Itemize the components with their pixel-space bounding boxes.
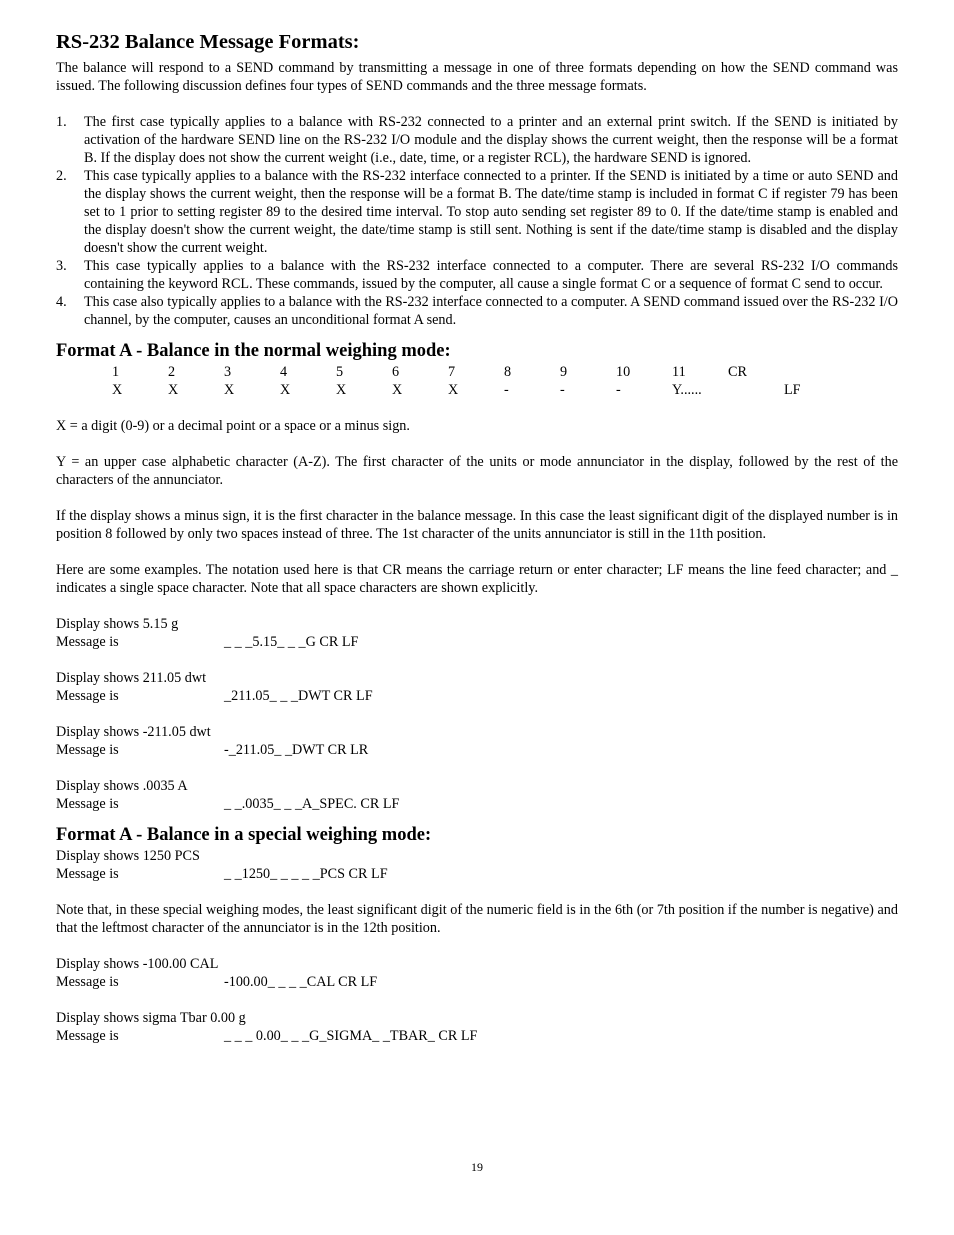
example-block [56,669,898,705]
example-message: _ _.0035_ _ _A_SPEC. CR LF [224,796,400,812]
character-row: X X X X X X X - - - Y...... LF [112,382,801,398]
example-display: Display shows 1250 PCS [56,848,200,864]
page-number: 19 [471,1160,483,1174]
message-label: Message is [56,742,119,758]
example-block [56,847,898,883]
example-message: _ _ _ 0.00_ _ _G_SIGMA_ _TBAR_ CR LF [224,1028,478,1044]
example-display: Display shows 5.15 g [56,616,179,632]
example-message: _ _1250_ _ _ _ _PCS CR LF [224,866,388,882]
example-display: Display shows -211.05 dwt [56,724,211,740]
example-block [56,615,898,651]
example-block [56,723,898,759]
special-mode-note: Note that, in these special weighing modes, the least significant digit of the numeric field is in the 6th (or 7th position if the number is negative) and that the leftmost character of the annunciator is in the 12th position. [56,902,898,936]
message-label: Message is [56,1028,119,1044]
example-display: Display shows sigma Tbar 0.00 g [56,1010,246,1026]
example-block [56,777,898,813]
minus-sign-note: If the display shows a minus sign, it is the first character in the balance message. In this case the least significant digit of the displayed number is in position 8 followed by only two spaces instead of three. The 1st character of the units annunciator is still in the 11th position. [56,508,898,542]
format-a-normal-heading: Format A - Balance in the normal weighing mode: [56,341,451,361]
list-item: 4. This case also typically applies to a balance with the RS-232 interface connected to a computer. A SEND command issued over the RS-232 I/O channel, by the computer, causes an unconditional format A send. [56,294,898,328]
send-cases-list [56,113,898,329]
list-item: 1. The first case typically applies to a balance with RS-232 connected to a printer and an external print switch. If the SEND is initiated by activation of the hardware SEND line on the RS-232 I/O module and the display shows the current weight, then the response will be a format B. If the display does not show the current weight (i.e., date, time, or a register RCL), the hardware SEND is ignored. [56,114,898,166]
format-a-special-heading: Format A - Balance in a special weighing mode: [56,825,432,845]
definition-x: X = a digit (0-9) or a decimal point or a space or a minus sign. [56,418,410,434]
message-label: Message is [56,634,119,650]
example-message: _ _ _5.15_ _ _G CR LF [224,634,359,650]
example-block [56,955,898,991]
list-item: 2. This case typically applies to a balance with the RS-232 interface connected to a printer. If the SEND is initiated by a time or auto SEND and the display shows the current weight, then the response will be a format B. The date/time stamp is included in format C if register 79 has been set to 1 prior to setting register 89 to the desired time interval. To stop auto sending set register 89 to 0. If the date/time stamp is enabled and the display doesn't show the current weight, the date/time stamp is still sent. Nothing is sent if the date/time stamp is disabled and the display doesn't show the current weight. [56,168,898,256]
example-message: -100.00_ _ _ _CAL CR LF [224,974,378,990]
intro-paragraph: The balance will respond to a SEND command by transmitting a message in one of three formats depending on how the SEND command was issued. The following discussion defines four types of SEND commands and the three message formats. [56,60,898,94]
example-block [56,1009,898,1045]
format-a-position-table [112,363,840,399]
document-page [56,30,898,1045]
message-label: Message is [56,866,119,882]
page-title: RS-232 Balance Message Formats: [56,31,360,53]
examples-note: Here are some examples. The notation used here is that CR means the carriage return or enter character; LF means the line feed character; and _ indicates a single space character. Note that all space characters are shown explicitly. [56,562,898,596]
example-display: Display shows .0035 A [56,778,188,794]
message-label: Message is [56,796,119,812]
example-message: _211.05_ _ _DWT CR LF [224,688,373,704]
list-item: 3. This case typically applies to a balance with the RS-232 interface connected to a computer. There are several RS-232 I/O commands containing the keyword RCL. These commands, issued by the computer, all cause a single format C or a sequence of format C send to occur. [56,258,898,292]
message-label: Message is [56,688,119,704]
example-display: Display shows -100.00 CAL [56,956,219,972]
example-message: -_211.05_ _DWT CR LR [224,742,369,758]
example-display: Display shows 211.05 dwt [56,670,207,686]
position-row: 1 2 3 4 5 6 7 8 9 10 11 CR [112,364,747,380]
message-label: Message is [56,974,119,990]
definition-y: Y = an upper case alphabetic character (A-Z). The first character of the units or mode annunciator in the display, followed by the rest of the characters of the annunciator. [56,454,898,488]
